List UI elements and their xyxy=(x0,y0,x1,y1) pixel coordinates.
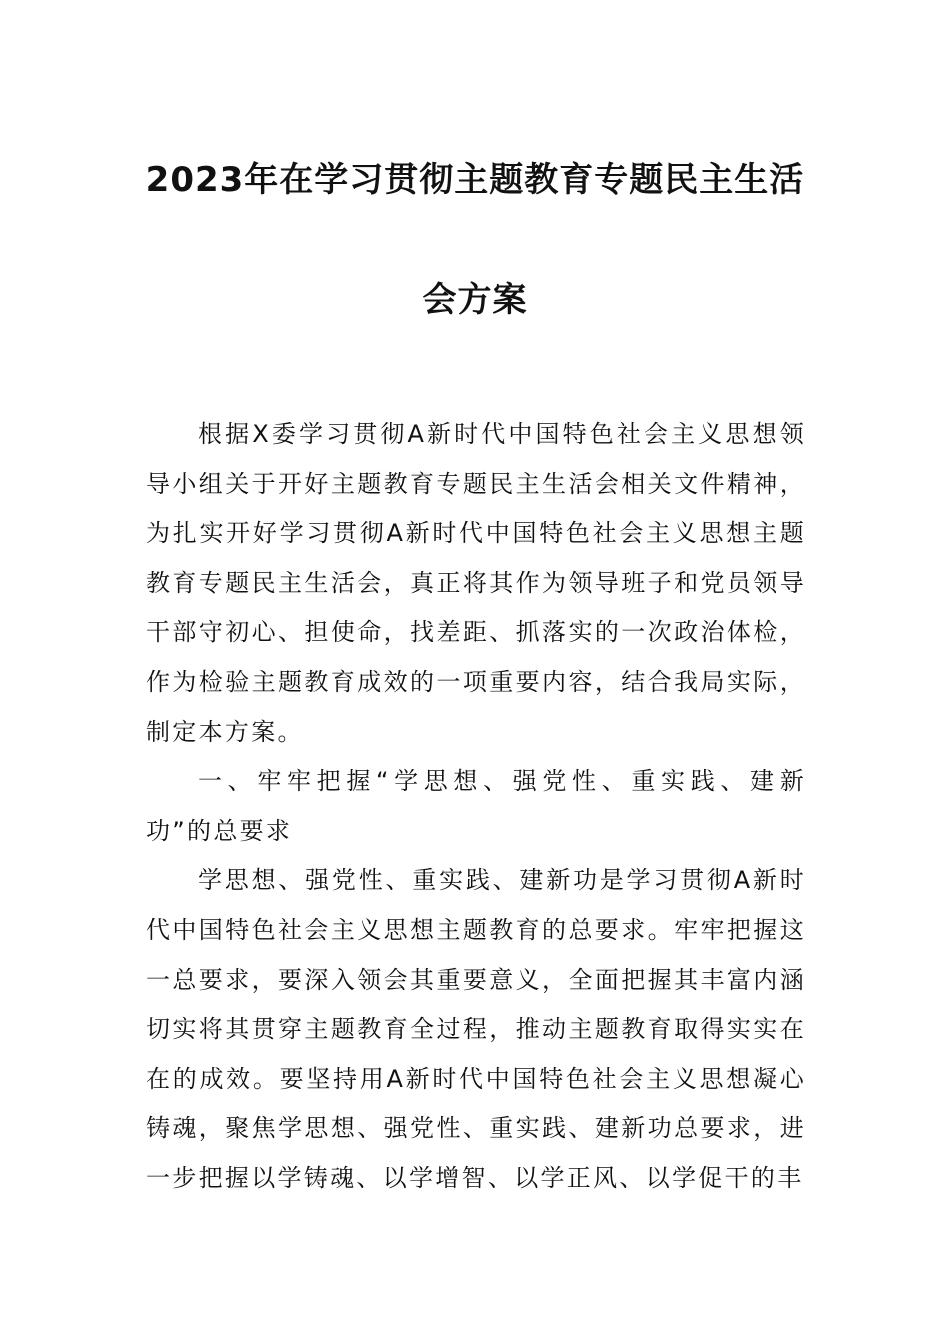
document-body xyxy=(146,410,806,1204)
document-title-line-2: 会方案 xyxy=(422,280,528,320)
section-heading-1: 一、牢牢把握“学思想、强党性、重实践、建新功”的总要求 xyxy=(146,767,806,845)
document-title-line-1: 2023年在学习贯彻主题教育专题民主生活 xyxy=(145,160,805,200)
paragraph-section-1: 学思想、强党性、重实践、建新功是学习贯彻A新时代中国特色社会主义思想主题教育的总要求。牢牢把握这一总要求，要深入领会其重要意义，全面把握其丰富内涵切实将其贯穿主题教育全过程，推动主题教育取得实实在在的成效。要坚持用A新时代中国特色社会主义思想凝心铸魂，聚焦学思想、强党性、重实践、建新功总要求，进一步把握以学铸魂、以学增智、以学正风、以学促干的丰 xyxy=(146,866,806,1192)
paragraph-intro: 根据X委学习贯彻A新时代中国特色社会主义思想领导小组关于开好主题教育专题民主生活会相关文件精神，为扎实开好学习贯彻A新时代中国特色社会主义思想主题教育专题民主生活会，真正将其作为领导班子和党员领导干部守初心、担使命，找差距、抓落实的一次政治体检，作为检验主题教育成效的一项重要内容，结合我局实际，制定本方案。 xyxy=(146,420,806,746)
